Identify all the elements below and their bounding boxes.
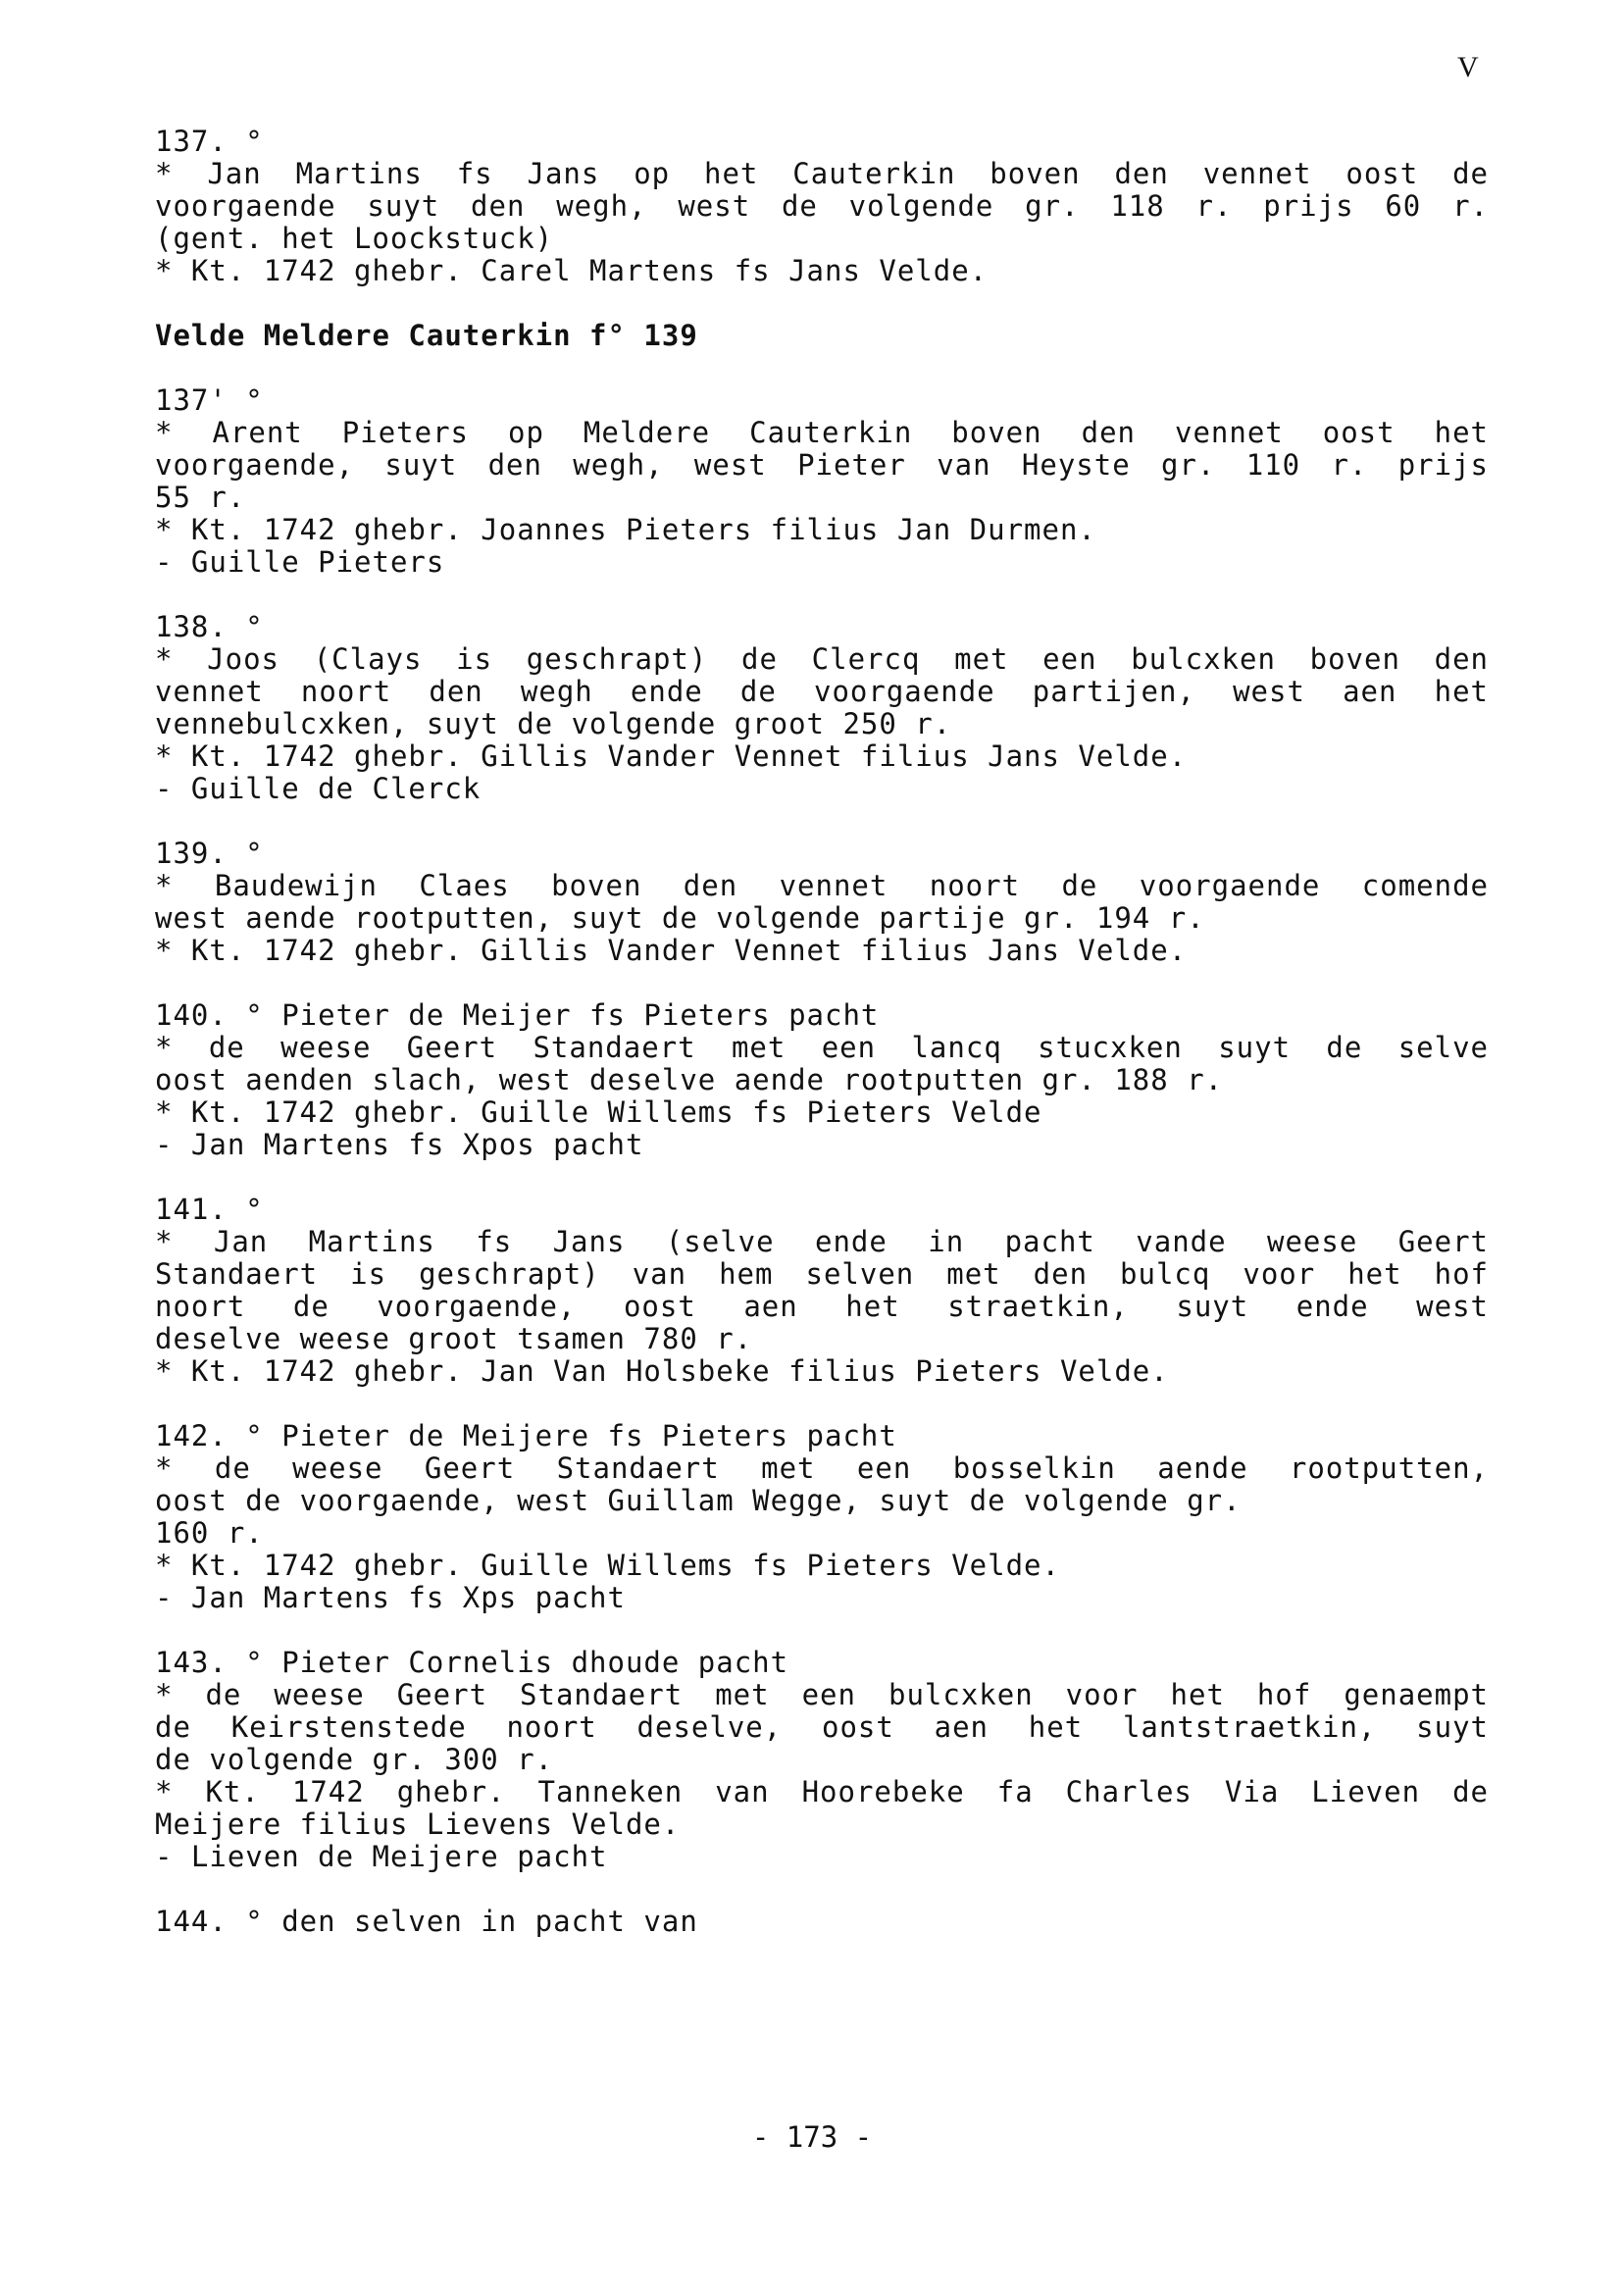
record-line: (gent. het Loockstuck) bbox=[155, 222, 554, 255]
record-entry bbox=[155, 1906, 1489, 1938]
record-line: noort de voorgaende, oost aen het straetkin, suyt ende west bbox=[155, 1290, 1489, 1323]
record-number: 144. ° den selven in pacht van bbox=[155, 1905, 698, 1938]
record-line: * de weese Geert Standaert met een bosselkin aende rootputten, bbox=[155, 1451, 1489, 1485]
record-line: oost aenden slach, west deselve aende rootputten gr. 188 r. bbox=[155, 1063, 1224, 1096]
record-line: * Jan Martins fs Jans (selve ende in pacht vande weese Geert bbox=[155, 1225, 1489, 1258]
record-line: * Arent Pieters op Meldere Cauterkin boven den vennet oost het bbox=[155, 416, 1489, 449]
page-number: - 173 - bbox=[751, 2120, 873, 2154]
record-line: * Joos (Clays is geschrapt) de Clercq met een bulcxken boven den bbox=[155, 642, 1489, 676]
record-line: deselve weese groot tsamen 780 r. bbox=[155, 1322, 753, 1355]
record-line: * Kt. 1742 ghebr. Joannes Pieters filius Jan Durmen. bbox=[155, 513, 1096, 546]
record-line: 160 r. bbox=[155, 1516, 264, 1550]
record-number: 138. ° bbox=[155, 610, 264, 643]
record-line: * Kt. 1742 ghebr. Tanneken van Hoorebeke fa Charles Via Lieven de bbox=[155, 1775, 1489, 1808]
record-number: 141. ° bbox=[155, 1193, 264, 1226]
record-line: west aende rootputten, suyt de volgende partije gr. 194 r. bbox=[155, 901, 1205, 935]
record-entry bbox=[155, 1194, 1489, 1388]
record-line: de Keirstenstede noort deselve, oost aen het lantstraetkin, suyt bbox=[155, 1710, 1489, 1744]
record-line: vennet noort den wegh ende de voorgaende partijen, west aen het bbox=[155, 675, 1489, 708]
record-line: de volgende gr. 300 r. bbox=[155, 1743, 554, 1776]
record-entry bbox=[155, 1647, 1489, 1873]
record-line: * Kt. 1742 ghebr. Jan Van Holsbeke filius Pieters Velde. bbox=[155, 1354, 1169, 1388]
record-line: * de weese Geert Standaert met een bulcxken voor het hof genaempt bbox=[155, 1678, 1489, 1711]
page-corner-label: V bbox=[1457, 51, 1479, 83]
record-line: * de weese Geert Standaert met een lancq stucxken suyt de selve bbox=[155, 1031, 1489, 1064]
record-number: 143. ° Pieter Cornelis dhoude pacht bbox=[155, 1646, 789, 1679]
record-line: voorgaende suyt den wegh, west de volgende gr. 118 r. prijs 60 r. bbox=[155, 189, 1489, 223]
record-line: * Kt. 1742 ghebr. Guille Willems fs Pieters Velde. bbox=[155, 1549, 1060, 1582]
record-line: vennebulcxken, suyt de volgende groot 250 r. bbox=[155, 707, 952, 740]
record-line: - Jan Martens fs Xps pacht bbox=[155, 1581, 626, 1614]
entries-before-section bbox=[155, 126, 1489, 287]
record-line: * Kt. 1742 ghebr. Gillis Vander Vennet filius Jans Velde. bbox=[155, 934, 1188, 967]
record-entry bbox=[155, 838, 1489, 967]
record-entry bbox=[155, 384, 1489, 579]
record-number: 137. ° bbox=[155, 125, 264, 158]
record-number: 140. ° Pieter de Meijer fs Pieters pacht bbox=[155, 998, 880, 1032]
record-line: Standaert is geschrapt) van hem selven met den bulcq voor het hof bbox=[155, 1257, 1489, 1291]
record-number: 142. ° Pieter de Meijere fs Pieters pacht bbox=[155, 1419, 897, 1452]
record-line: 55 r. bbox=[155, 481, 246, 514]
record-entry bbox=[155, 1420, 1489, 1614]
record-line: * Baudewijn Claes boven den vennet noort de voorgaende comende bbox=[155, 869, 1489, 902]
document-body bbox=[155, 126, 1489, 1970]
record-line: - Guille Pieters bbox=[155, 545, 445, 579]
record-entry bbox=[155, 999, 1489, 1161]
record-line: Meijere filius Lievens Velde. bbox=[155, 1807, 681, 1841]
record-entry bbox=[155, 126, 1489, 287]
record-line: * Kt. 1742 ghebr. Gillis Vander Vennet filius Jans Velde. bbox=[155, 739, 1188, 773]
record-line: - Jan Martens fs Xpos pacht bbox=[155, 1128, 644, 1161]
record-line: - Lieven de Meijere pacht bbox=[155, 1840, 608, 1873]
section-title: Velde Meldere Cauterkin f° 139 bbox=[155, 319, 698, 352]
record-number: 137' ° bbox=[155, 383, 264, 417]
record-entry bbox=[155, 611, 1489, 805]
record-line: * Kt. 1742 ghebr. Carel Martens fs Jans Velde. bbox=[155, 254, 989, 287]
record-number: 139. ° bbox=[155, 837, 264, 870]
record-line: oost de voorgaende, west Guillam Wegge, suyt de volgende gr. bbox=[155, 1484, 1242, 1517]
entries-section bbox=[155, 384, 1489, 1938]
record-line: * Jan Martins fs Jans op het Cauterkin boven den vennet oost de bbox=[155, 157, 1489, 190]
record-line: voorgaende, suyt den wegh, west Pieter van Heyste gr. 110 r. prijs bbox=[155, 448, 1489, 482]
record-line: * Kt. 1742 ghebr. Guille Willems fs Pieters Velde bbox=[155, 1095, 1042, 1129]
record-line: - Guille de Clerck bbox=[155, 772, 482, 805]
